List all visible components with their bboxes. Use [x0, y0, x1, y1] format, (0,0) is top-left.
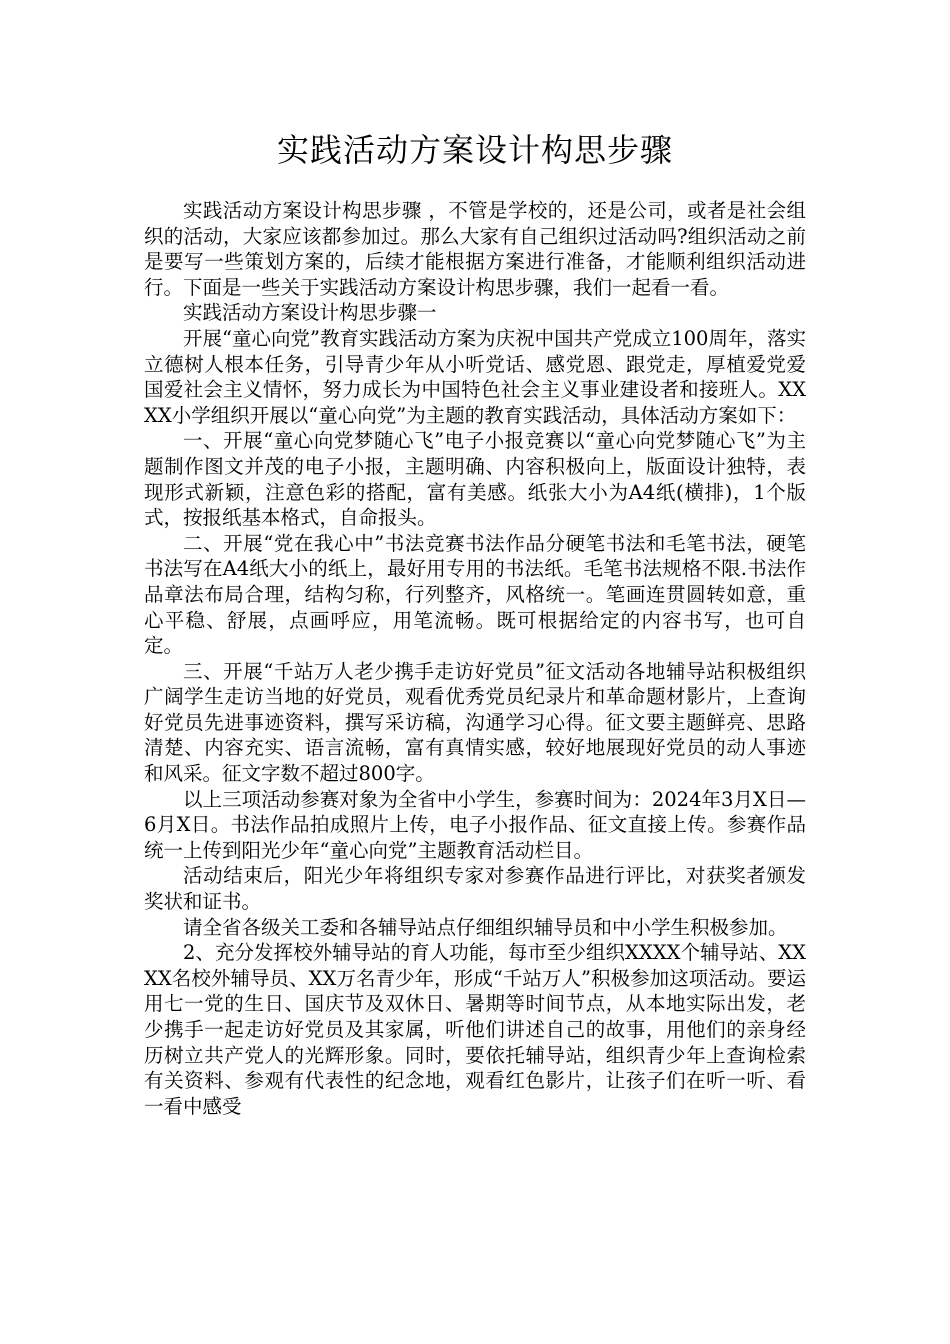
document-title: 实践活动方案设计构思步骤 [276, 131, 673, 169]
paragraph-plan-overview: 开展“童心向党”教育实践活动方案为庆祝中国共产党成立100周年，落实立德树人根本任务，引导青少年从小听党话、感党恩、跟党走，厚植爱党爱国爱社会主义情怀，努力成长为中国特色社会主义事业建设者和接班人。XXXX小学组织开展以“童心向党”为主题的教育实践活动，具体活动方案如下： [144, 326, 806, 427]
paragraph-section-heading: 实践活动方案设计构思步骤一 [183, 301, 437, 325]
paragraph-evaluation: 活动结束后，阳光少年将组织专家对参赛作品进行评比，对获奖者颁发奖状和证书。 [144, 864, 806, 914]
paragraph-item-one: 一、开展“童心向党梦随心飞”电子小报竞赛以“童心向党梦随心飞”为主题制作图文并茂的电子小报，主题明确、内容积极向上，版面设计独特，表现形式新颖，注意色彩的搭配，富有美感。纸张大小为A4纸(横排)，1个版式，按报纸基本格式，自命报头。 [144, 429, 806, 530]
paragraph-point-two: 2、充分发挥校外辅导站的育人功能，每市至少组织XXXX个辅导站、XXXX名校外辅导员、XX万名青少年，形成“千站万人”积极参加这项活动。要运用七一党的生日、国庆节及双休日、暑期等时间节点，从本地实际出发，老少携手一起走访好党员及其家属，听他们讲述自己的故事，用他们的亲身经历树立共产党人的光辉形象。同时，要依托辅导站，组织青少年上查询检索有关资料、参观有代表性的纪念地，观看红色影片，让孩子们在听一听、看一看中感受 [144, 941, 806, 1118]
document-body [144, 198, 806, 1119]
paragraph-participants: 以上三项活动参赛对象为全省中小学生，参赛时间为：2024年3月X日—6月X日。书法作品拍成照片上传，电子小报作品、征文直接上传。参赛作品统一上传到阳光少年“童心向党”主题教育活动栏目。 [144, 787, 806, 862]
paragraph-request: 请全省各级关工委和各辅导站点仔细组织辅导员和中小学生积极参加。 [183, 915, 788, 939]
paragraph-item-three: 三、开展“千站万人老少携手走访好党员”征文活动各地辅导站积极组织广阔学生走访当地的好党员，观看优秀党员纪录片和革命题材影片，上查询好党员先进事迹资料，撰写采访稿，沟通学习心得。征文要主题鲜亮、思路清楚、内容充实、语言流畅，富有真情实感，较好地展现好党员的动人事迹和风采。征文字数不超过800字。 [144, 659, 806, 786]
paragraph-intro: 实践活动方案设计构思步骤 ，不管是学校的，还是公司，或者是社会组织的活动，大家应该都参加过。那么大家有自己组织过活动吗?组织活动之前是要写一些策划方案的，后续才能根据方案进行准备，才能顺利组织活动进行。下面是一些关于实践活动方案设计构思步骤，我们一起看一看。 [144, 199, 806, 299]
paragraph-item-two: 二、开展“党在我心中”书法竞赛书法作品分硬笔书法和毛笔书法，硬笔书法写在A4纸大小的纸上，最好用专用的书法纸。毛笔书法规格不限.书法作品章法布局合理，结构匀称，行列整齐，风格统一。笔画连贯圆转如意，重心平稳、舒展，点画呼应，用笔流畅。既可根据给定的内容书写，也可自定。 [144, 531, 806, 658]
